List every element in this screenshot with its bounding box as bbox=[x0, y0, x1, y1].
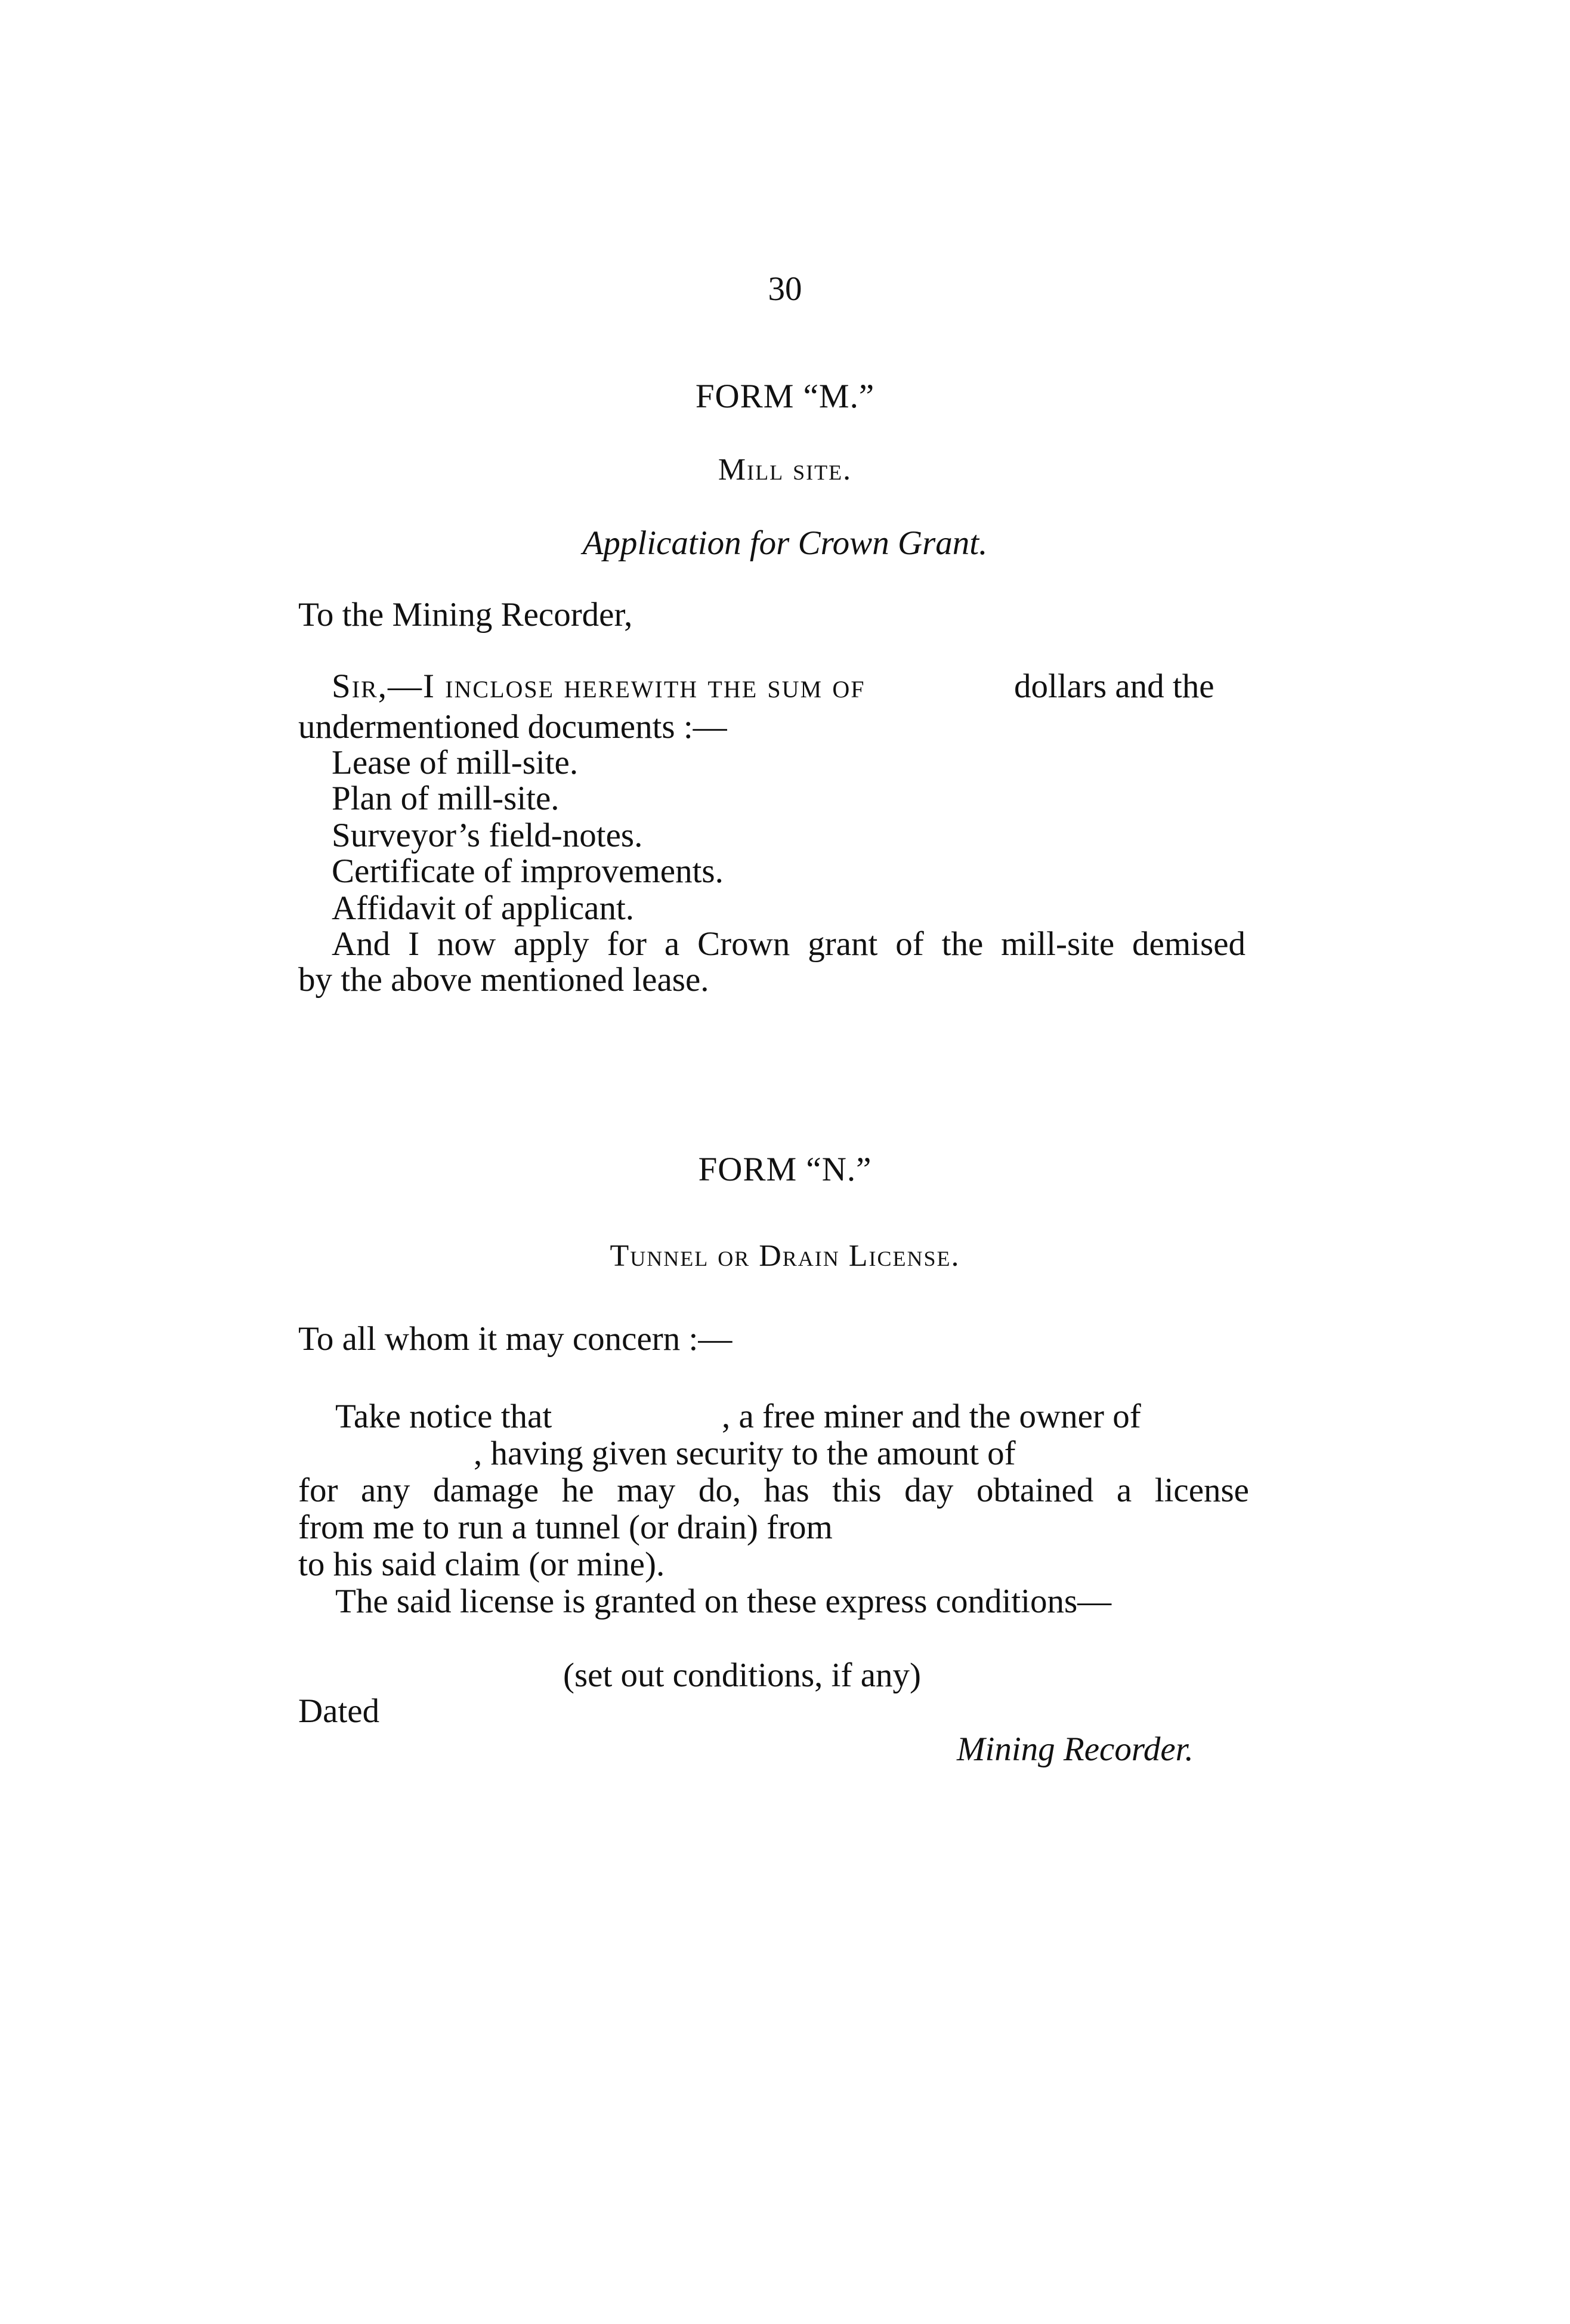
notice-line-1-end: , a free miner and the owner of bbox=[722, 1398, 1141, 1435]
body-line-1-start-text: Sir,—I inclose herewith the sum of bbox=[332, 667, 866, 705]
dated-label: Dated bbox=[298, 1692, 380, 1730]
document-item-lease: Lease of mill-site. bbox=[332, 744, 579, 781]
apply-line-1: And I now apply for a Crown grant of the mill-site demised bbox=[332, 925, 1246, 963]
notice-line-3: for any damage he may do, has this day obtained a license bbox=[298, 1472, 1249, 1509]
apply-line-2: by the above mentioned lease. bbox=[298, 961, 709, 999]
notice-line-2: , having given security to the amount of bbox=[474, 1435, 1016, 1472]
document-item-field-notes: Surveyor’s field-notes. bbox=[332, 817, 643, 854]
form-n-subheading: Tunnel or Drain License. bbox=[610, 1239, 960, 1273]
conditions-line: The said license is granted on these express conditions— bbox=[335, 1583, 1112, 1620]
body-line-2: undermentioned documents :— bbox=[298, 708, 727, 746]
form-n-heading: FORM “N.” bbox=[698, 1151, 872, 1188]
notice-line-4: from me to run a tunnel (or drain) from bbox=[298, 1509, 833, 1546]
document-item-plan: Plan of mill-site. bbox=[332, 780, 560, 817]
document-item-affidavit: Affidavit of applicant. bbox=[332, 889, 635, 927]
body-line-1-end: dollars and the bbox=[1014, 667, 1214, 705]
body-line-1-start bbox=[332, 669, 865, 703]
salutation: To the Mining Recorder, bbox=[298, 596, 633, 633]
form-m-heading: FORM “M.” bbox=[695, 378, 875, 415]
document-item-certificate: Certificate of improvements. bbox=[332, 852, 724, 890]
signature-title: Mining Recorder. bbox=[957, 1730, 1194, 1768]
page-number: 30 bbox=[768, 270, 802, 308]
conditions-note: (set out conditions, if any) bbox=[563, 1657, 921, 1694]
form-m-subheading: Mill site. bbox=[718, 453, 852, 487]
address-line: To all whom it may concern :— bbox=[298, 1320, 733, 1358]
notice-line-1-start: Take notice that bbox=[335, 1398, 552, 1435]
form-m-subtitle: Application for Crown Grant. bbox=[582, 524, 988, 562]
notice-line-5: to his said claim (or mine). bbox=[298, 1546, 665, 1583]
